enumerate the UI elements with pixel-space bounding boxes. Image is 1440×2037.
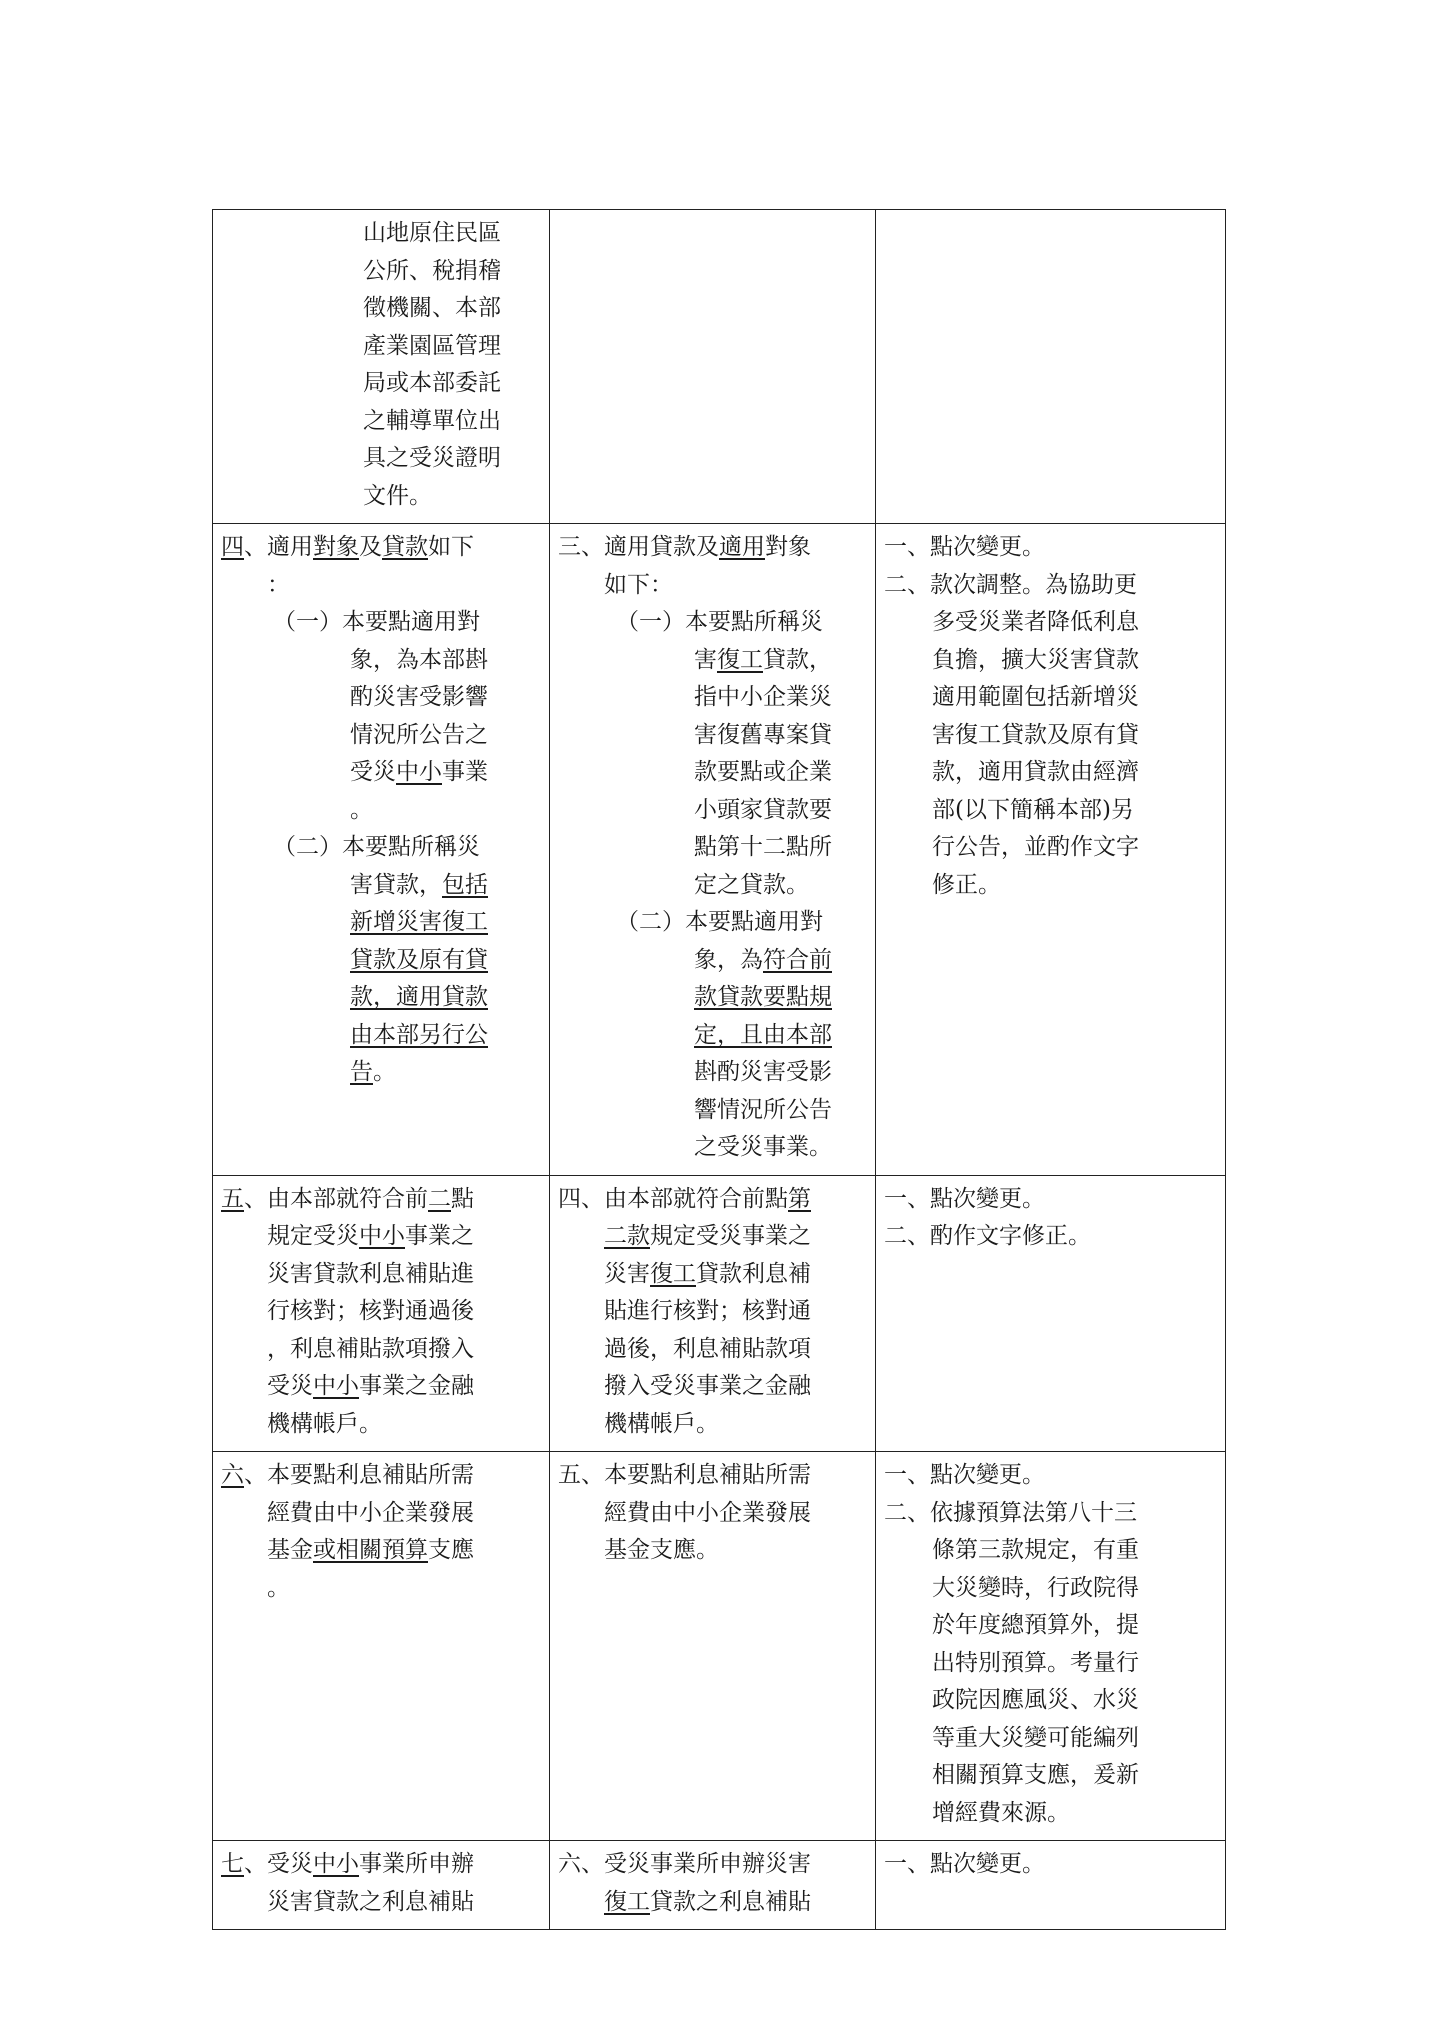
amended-provision-cell: 六、本要點利息補貼所需 經費由中小企業發展 基金或相關預算支應 。 bbox=[213, 1452, 550, 1841]
amended-provision-cell: 七、受災中小事業所申辦 災害貸款之利息補貼 bbox=[213, 1841, 550, 1930]
current-provision-cell bbox=[550, 210, 876, 524]
table-row bbox=[213, 1452, 1226, 1841]
explanation-cell: 一、點次變更。 二、酌作文字修正。 bbox=[876, 1175, 1226, 1452]
amended-provision-cell: 五、由本部就符合前二點 規定受災中小事業之 災害貸款利息補貼進 行核對；核對通過後 ，利息補貼款項撥入 受災中小事業之金融 機構帳戶。 bbox=[213, 1175, 550, 1452]
explanation-cell bbox=[876, 210, 1226, 524]
table-row bbox=[213, 1841, 1226, 1930]
current-provision-cell: 五、本要點利息補貼所需 經費由中小企業發展 基金支應。 bbox=[550, 1452, 876, 1841]
amendment-comparison-table bbox=[212, 209, 1226, 1930]
amended-provision-cell: 四、適用對象及貸款如下 ： （一）本要點適用對 象，為本部斟 酌災害受影響 情況所公告之 受災中小事業 。 （二）本要點所稱災 害貸款，包括 新增災害復工 貸款及原有貸 款，適用貸款 由本部另行公 告。 bbox=[213, 524, 550, 1176]
current-provision-cell: 六、受災事業所申辦災害 復工貸款之利息補貼 bbox=[550, 1841, 876, 1930]
table-row bbox=[213, 210, 1226, 524]
table-row bbox=[213, 524, 1226, 1176]
explanation-cell: 一、點次變更。 二、依據預算法第八十三 條第三款規定，有重 大災變時，行政院得 於年度總預算外，提 出特別預算。考量行 政院因應風災、水災 等重大災變可能編列 相關預算支應，爰新 增經費來源。 bbox=[876, 1452, 1226, 1841]
current-provision-cell: 三、適用貸款及適用對象 如下： （一）本要點所稱災 害復工貸款， 指中小企業災 害復舊專案貸 款要點或企業 小頭家貸款要 點第十二點所 定之貸款。 （二）本要點適用對 象，為符合前 款貸款要點規 定，且由本部 斟酌災害受影 響情況所公告 之受災事業。 bbox=[550, 524, 876, 1176]
amended-provision-cell: 山地原住民區 公所、稅捐稽 徵機關、本部 產業園區管理 局或本部委託 之輔導單位出 具之受災證明 文件。 bbox=[213, 210, 550, 524]
current-provision-cell: 四、由本部就符合前點第 二款規定受災事業之 災害復工貸款利息補 貼進行核對；核對通 過後，利息補貼款項 撥入受災事業之金融 機構帳戶。 bbox=[550, 1175, 876, 1452]
table-row bbox=[213, 1175, 1226, 1452]
explanation-cell: 一、點次變更。 二、款次調整。為協助更 多受災業者降低利息 負擔，擴大災害貸款 適用範圍包括新增災 害復工貸款及原有貸 款，適用貸款由經濟 部(以下簡稱本部)另 行公告，並酌作文字 修正。 bbox=[876, 524, 1226, 1176]
explanation-cell: 一、點次變更。 bbox=[876, 1841, 1226, 1930]
